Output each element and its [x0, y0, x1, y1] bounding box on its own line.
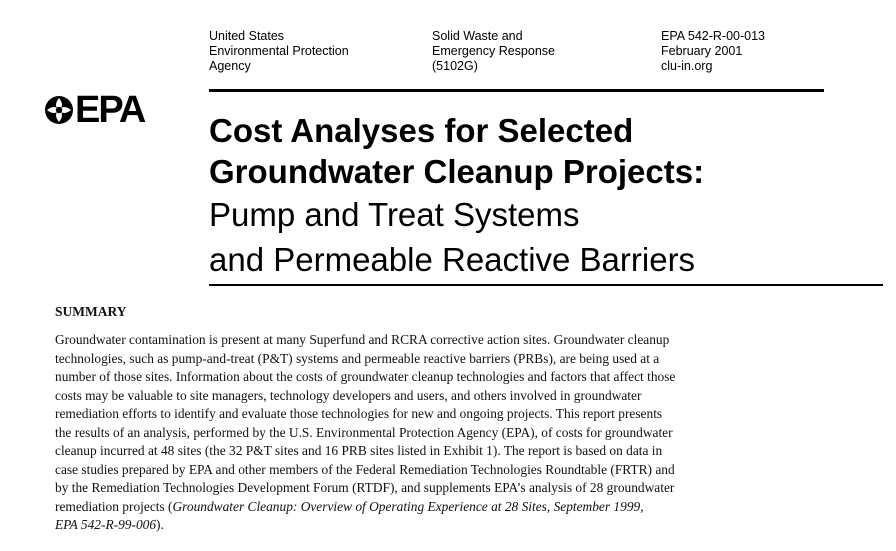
summary-text: ). [156, 517, 164, 532]
summary-line: the results of an analysis, performed by the U.S. Environmental Protection Agency (EPA), of costs for groundwater [55, 424, 673, 440]
header-office [432, 29, 555, 74]
header-agency [209, 29, 349, 74]
summary-line: cleanup incurred at 48 sites (the 32 P&T sites and 16 PRB sites listed in Exhibit 1). The report is based on data in [55, 443, 663, 458]
report-title [209, 110, 704, 282]
summary-line: case studies prepared by EPA and other members of the Federal Remediation Technologies Roundtable (FRTR) and [55, 461, 675, 477]
header-agency-line: United States [209, 29, 285, 43]
summary-line [55, 498, 835, 517]
summary-heading: SUMMARY [55, 304, 127, 319]
summary-line: remediation efforts to identify and evaluate those technologies for new and ongoing projects. This report presents [55, 406, 663, 421]
summary-line: number of those sites. Information about the costs of groundwater cleanup technologies and factors that affect those [55, 369, 676, 384]
header-office-line: Solid Waste and [432, 29, 523, 43]
document-date: February 2001 [661, 44, 743, 58]
summary-body [55, 331, 835, 535]
summary-line: technologies, such as pump-and-treat (P&T) systems and permeable reactive barriers (PRBs), are being used at a [55, 350, 660, 366]
title-line: Groundwater Cleanup Projects: [209, 153, 705, 190]
subtitle-line: and Permeable Reactive Barriers [209, 241, 696, 278]
header-office-line: (5102G) [432, 59, 478, 73]
header-office-line: Emergency Response [432, 44, 555, 58]
header-rule [209, 89, 824, 92]
document-website: clu-in.org [661, 59, 713, 73]
epa-flower-icon [44, 95, 74, 125]
header-agency-line: Agency [209, 59, 251, 73]
epa-wordmark: EPA [75, 89, 145, 131]
epa-logo [44, 89, 145, 131]
summary-section [55, 303, 835, 535]
title-line: Cost Analyses for Selected [209, 112, 634, 149]
cited-report-number: EPA 542-R-99-006 [55, 517, 157, 532]
summary-line: Groundwater contamination is present at many Superfund and RCRA corrective action sites. Groundwater cleanup [55, 332, 670, 347]
header-agency-line: Environmental Protection [209, 44, 349, 58]
title-rule [209, 284, 883, 286]
document-number: EPA 542-R-00-013 [661, 29, 765, 43]
summary-line [55, 516, 835, 535]
header-document-info [661, 29, 765, 74]
summary-text: remediation projects ( [55, 498, 173, 514]
subtitle-line: Pump and Treat Systems [209, 196, 580, 233]
cited-report-title: Groundwater Cleanup: Overview of Operating Experience at 28 Sites, September 1999, [172, 498, 644, 514]
summary-line: costs may be valuable to site managers, technology developers and users, and others involved in groundwater [55, 387, 642, 403]
summary-line: by the Remediation Technologies Development Forum (RTDF), and supplements EPA’s analysis of 28 groundwater [55, 480, 675, 495]
